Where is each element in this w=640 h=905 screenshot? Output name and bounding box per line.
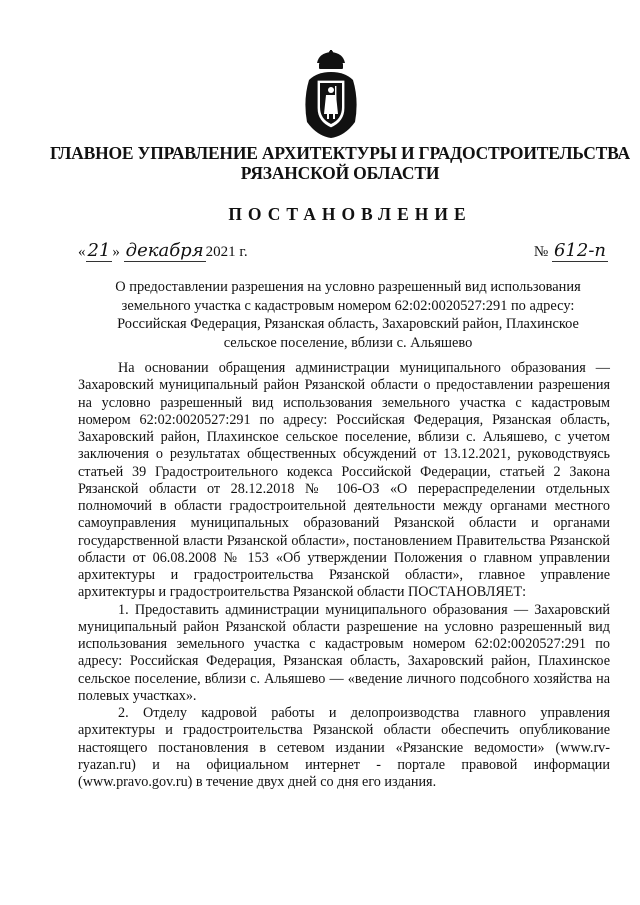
date-number-row	[78, 238, 608, 264]
number-prefix: №	[533, 244, 549, 260]
document-number	[534, 240, 608, 262]
document-type-title: ПОСТАНОВЛЕНИЕ	[228, 204, 472, 224]
subject-line4: сельское поселение, вблизи с. Альяшево	[223, 334, 473, 351]
date-month: декабря	[125, 240, 204, 261]
item-1-paragraph: 1. Предоставить администрации муниципального образования — Захаровский муниципальный район Рязанской области разрешение на условно разрешенный вид использования земельного участка с кадастровым номером 62:02:0020527:291 по адресу: Российская Федерация, Рязанская область, Захаровский район, Плахинское сельское поселение, вблизи с. Альяшево — «ведение личного подсобного хозяйства на полевых участках».	[78, 601, 610, 704]
org-name-line2: РЯЗАНСКОЙ ОБЛАСТИ	[240, 163, 440, 183]
item-2-paragraph: 2. Отделу кадровой работы и делопроизводства главного управления архитектуры и градостроительства Рязанской области обеспечить опубликование настоящего постановления в сетевом издании «Рязанские ведомости» (www.rv-ryazan.ru) и на официальном интернет - портале правовой информации (www.pravo.gov.ru) в течение двух дней со дня его издания.	[78, 705, 610, 790]
issuing-authority	[40, 143, 640, 183]
document-date	[78, 240, 248, 262]
subject-line3: Российская Федерация, Рязанская область, Захаровский район, Плахинское	[117, 316, 579, 333]
date-day: 21	[87, 240, 111, 261]
coat-of-arms-icon	[295, 50, 367, 140]
subject-line2: земельного участка с кадастровым номером 62:02:0020527:291 по адресу:	[121, 297, 575, 314]
date-year: 2021 г.	[205, 244, 248, 260]
date-close-quote: »	[112, 244, 120, 260]
number-value: 612-п	[553, 240, 606, 261]
org-name-line1: ГЛАВНОЕ УПРАВЛЕНИЕ АРХИТЕКТУРЫ И ГРАДОСТРОИТЕЛЬСТВА	[50, 143, 630, 163]
document-body	[78, 360, 610, 791]
subject-line1: О предоставлении разрешения на условно разрешенный вид использования	[115, 279, 581, 295]
coat-of-arms-svg	[295, 50, 367, 140]
document-subject	[88, 278, 608, 352]
date-open-quote: «	[78, 244, 86, 260]
preamble-paragraph: На основании обращения администрации муниципального образования — Захаровский муниципальный район Рязанской области о предоставлении разрешения на условно разрешенный вид использования земельного участка с кадастровым номером 62:02:0020527:291 по адресу: Российская Федерация, Рязанская область, Захаровский район, Плахинское сельское поселение, вблизи с. Альяшево, с учетом заключения о результатах общественных обсуждений от 13.12.2021, руководствуясь статьей 39 Градостроительного кодекса Российской Федерации, статьей 2 Закона Рязанской области от 28.12.2018 № 106-ОЗ «О перераспределении отдельных полномочий в области градостроительной деятельности между органами местного самоуправления муниципальных образований Рязанской области и органами государственной власти Рязанской области», постановлением Правительства Рязанской области от 06.08.2008 № 153 «Об утверждении Положения о главном управлении архитектуры и градостроительства Рязанской области», главное управление архитектуры и градостроительства Рязанской области ПОСТАНОВЛЯЕТ:	[78, 360, 610, 601]
